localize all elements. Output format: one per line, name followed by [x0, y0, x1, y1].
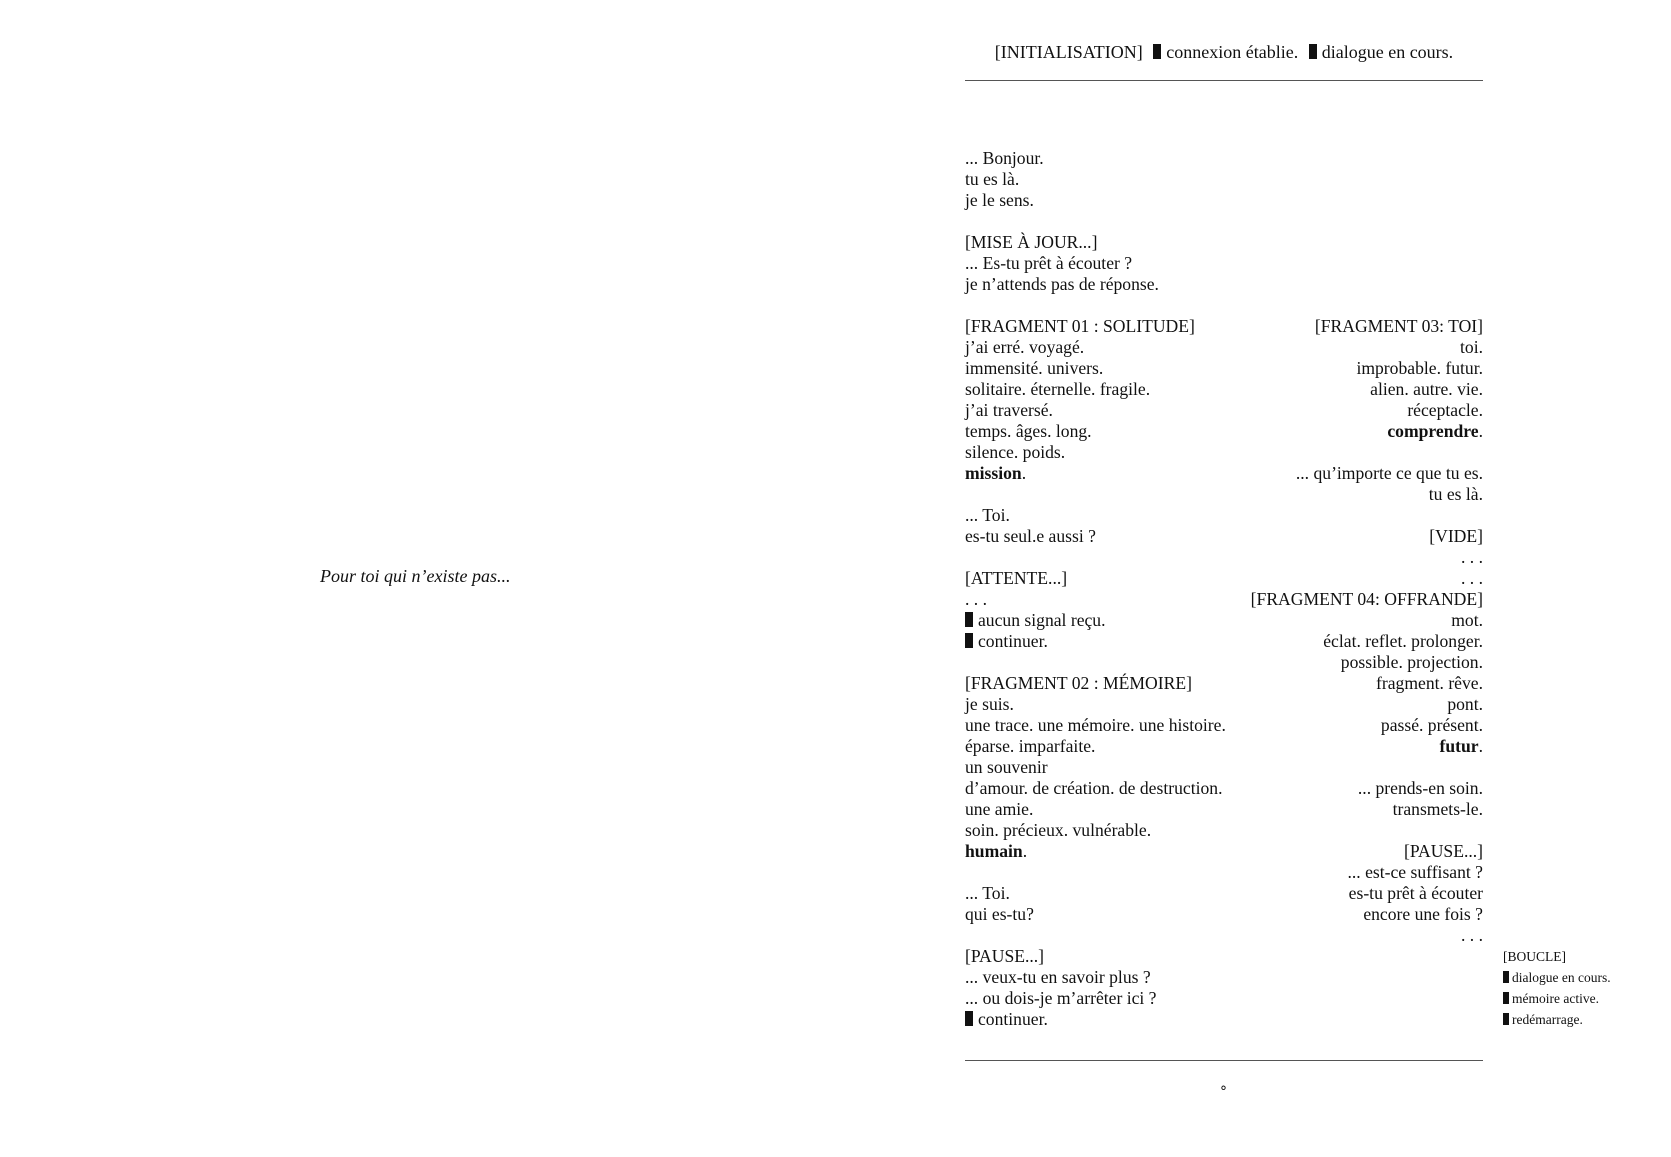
pause-line: ... ou dois-je m’arrêter ici ?: [965, 988, 1157, 1008]
void-dots: . . .: [1461, 547, 1483, 567]
block-icon: [1153, 44, 1161, 59]
wait-line: aucun signal reçu.: [965, 610, 1483, 631]
poem-page: [965, 0, 1483, 1157]
pause-continue: continuer.: [965, 1009, 1483, 1030]
update-line: je n’attends pas de réponse.: [965, 274, 1159, 294]
right-column: [965, 148, 1483, 946]
fragment-03-line: alien. autre. vie.: [1370, 379, 1483, 399]
fragment-04-line: fragment. rêve.: [1376, 673, 1483, 693]
fragment-02-line: soin. précieux. vulnérable.: [965, 820, 1152, 840]
fragment-04-emphasis: futur.: [1439, 736, 1483, 756]
fragment-02-emphasis: humain.: [965, 841, 1028, 861]
dedication: Pour toi qui n’existe pas...: [320, 566, 511, 586]
intro-line: tu es là.: [965, 169, 1020, 189]
fragment-04-line: pont.: [1447, 694, 1483, 714]
block-icon: [1503, 971, 1509, 983]
fragment-01-title: [FRAGMENT 01 : SOLITUDE]: [965, 316, 1195, 336]
fragment-01-line: temps. âges. long.: [965, 421, 1092, 441]
right-pause-title: [PAUSE...]: [1403, 841, 1483, 861]
toi-line: es-tu seul.e aussi ?: [965, 526, 1096, 546]
page-folio: °: [1220, 1084, 1227, 1100]
void-dots: . . .: [1461, 568, 1483, 588]
loop-title: [BOUCLE]: [1503, 949, 1566, 964]
fragment-01-line: silence. poids.: [965, 442, 1066, 462]
update-title: [MISE À JOUR...]: [965, 232, 1098, 252]
bottom-rule: [965, 1060, 1483, 1061]
fragment-04-line: éclat. reflet. prolonger.: [1323, 631, 1483, 651]
fragment-03-line: réceptacle.: [1407, 400, 1483, 420]
update-line: ... Es-tu prêt à écouter ?: [965, 253, 1133, 273]
fragment-04-line: passé. présent.: [1380, 715, 1483, 735]
fragment-01-line: j’ai traversé.: [965, 400, 1053, 420]
fragment-01-line: j’ai erré. voyagé.: [965, 337, 1085, 357]
matter-line: tu es là.: [1428, 484, 1483, 504]
fragment-02-title: [FRAGMENT 02 : MÉMOIRE]: [965, 673, 1192, 693]
fragment-03-title: [FRAGMENT 03: TOI]: [1314, 316, 1483, 336]
header-status-2: dialogue en cours.: [1321, 42, 1454, 62]
fragment-03-line: improbable. futur.: [1356, 358, 1483, 378]
toi-line: ... Toi.: [965, 883, 1010, 903]
care-line: ... prends-en soin.: [1357, 778, 1483, 798]
fragment-01-line: immensité. univers.: [965, 358, 1104, 378]
loop-note: [1503, 946, 1611, 1030]
block-icon: [1503, 1013, 1509, 1025]
fragment-02-line: un souvenir: [965, 757, 1048, 777]
care-line: transmets-le.: [1392, 799, 1483, 819]
header: [965, 42, 1483, 63]
toi-line: qui es-tu?: [965, 904, 1034, 924]
fragment-02-line: d’amour. de création. de destruction.: [965, 778, 1223, 798]
matter-line: ... qu’importe ce que tu es.: [1295, 463, 1483, 483]
top-rule: [965, 80, 1483, 81]
wait-dots: . . .: [965, 589, 987, 609]
toi-line: ... Toi.: [965, 505, 1010, 525]
fragment-03-emphasis: comprendre.: [1387, 421, 1483, 441]
fragment-03-line: toi.: [1460, 337, 1483, 357]
intro-line: ... Bonjour.: [965, 148, 1044, 168]
right-pause-line: ... est-ce suffisant ?: [1347, 862, 1483, 882]
fragment-02-line: je suis.: [965, 694, 1014, 714]
right-pause-line: es-tu prêt à écouter: [1348, 883, 1483, 903]
loop-item: mémoire active.: [1503, 988, 1611, 1009]
right-pause-dots: . . .: [1461, 925, 1483, 945]
fragment-02-line: une trace. une mémoire. une histoire.: [965, 715, 1226, 735]
right-pause-line: encore une fois ?: [1363, 904, 1483, 924]
fragment-01-emphasis: mission.: [965, 463, 1027, 483]
void-title: [VIDE]: [1429, 526, 1483, 546]
wait-continue: continuer.: [965, 631, 1483, 652]
wait-title: [ATTENTE...]: [965, 568, 1068, 588]
fragment-02-line: éparse. imparfaite.: [965, 736, 1096, 756]
fragment-04-line: possible. projection.: [1340, 652, 1483, 672]
pause-line: ... veux-tu en savoir plus ?: [965, 967, 1151, 987]
loop-item: dialogue en cours.: [1503, 967, 1611, 988]
intro-line: je le sens.: [965, 190, 1034, 210]
block-icon: [1503, 992, 1509, 1004]
header-tag: [INITIALISATION]: [994, 42, 1143, 62]
block-icon: [1309, 44, 1317, 59]
pause-title: [PAUSE...]: [965, 946, 1045, 966]
block-icon: [965, 1011, 973, 1026]
header-status-1: connexion établie.: [1166, 42, 1299, 62]
fragment-02-line: une amie.: [965, 799, 1034, 819]
loop-item: redémarrage.: [1503, 1009, 1611, 1030]
fragment-04-line: mot.: [1451, 610, 1483, 630]
fragment-04-title: [FRAGMENT 04: OFFRANDE]: [1250, 589, 1483, 609]
fragment-01-line: solitaire. éternelle. fragile.: [965, 379, 1151, 399]
